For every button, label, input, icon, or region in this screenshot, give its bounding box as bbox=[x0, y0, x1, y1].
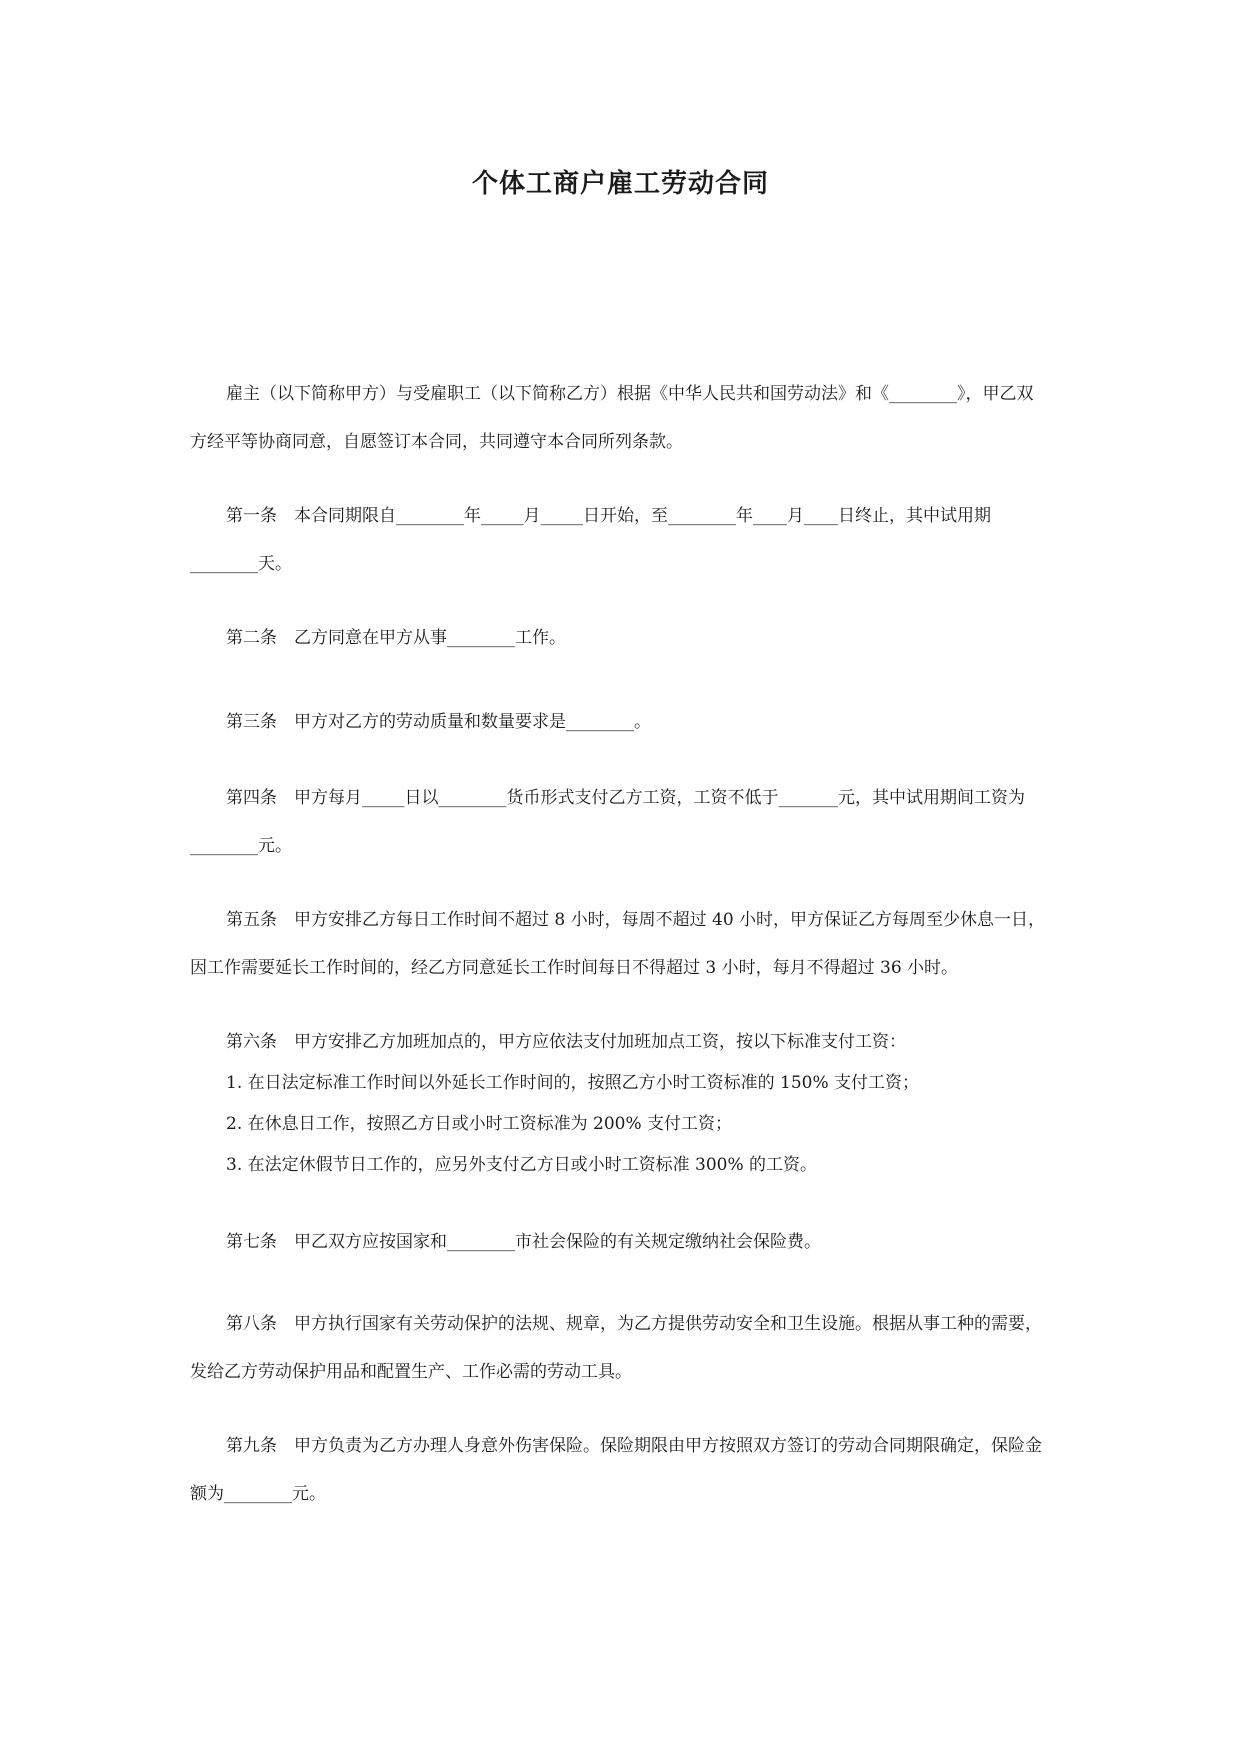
article-5-paragraph: 第五条 甲方安排乙方每日工作时间不超过 8 小时，每周不超过 40 小时，甲方保证乙方每周至少休息一日，因工作需要延长工作时间的，经乙方同意延长工作时间每日不得超过 3 小时，每月不得超过 36 小时。 bbox=[190, 910, 1046, 978]
article-3-paragraph: 第三条 甲方对乙方的劳动质量和数量要求是________。 bbox=[226, 712, 651, 732]
article-6-paragraph: 第六条 甲方安排乙方加班加点的，甲方应依法支付加班加点工资，按以下标准支付工资： bbox=[226, 1032, 906, 1052]
article-6-item-2: 2. 在休息日工作，按照乙方日或小时工资标准为 200% 支付工资； bbox=[226, 1114, 733, 1134]
article-2-paragraph: 第二条 乙方同意在甲方从事________工作。 bbox=[226, 628, 566, 648]
article-8-paragraph: 第八条 甲方执行国家有关劳动保护的法规、规章，为乙方提供劳动安全和卫生设施。根据从事工种的需要，发给乙方劳动保护用品和配置生产、工作必需的劳动工具。 bbox=[190, 1314, 1042, 1382]
article-4-paragraph: 第四条 甲方每月_____日以________货币形式支付乙方工资，工资不低于_______元，其中试用期间工资为________元。 bbox=[190, 788, 1025, 856]
article-6-item-3: 3. 在法定休假节日工作的，应另外支付乙方日或小时工资标准 300% 的工资。 bbox=[226, 1155, 818, 1175]
article-6-item-1: 1. 在日法定标准工作时间以外延长工作时间的，按照乙方小时工资标准的 150% 支付工资； bbox=[226, 1073, 920, 1093]
page-title: 个体工商户雇工劳动合同 bbox=[471, 169, 769, 199]
article-1-paragraph: 第一条 本合同期限自________年_____月_____日开始，至________年____月____日终止，其中试用期________天。 bbox=[190, 506, 991, 574]
article-7-paragraph: 第七条 甲乙双方应按国家和________市社会保险的有关规定缴纳社会保险费。 bbox=[226, 1232, 821, 1252]
preamble-paragraph: 雇主（以下简称甲方）与受雇职工（以下简称乙方）根据《中华人民共和国劳动法》和《________》，甲乙双方经平等协商同意，自愿签订本合同，共同遵守本合同所列条款。 bbox=[190, 384, 1034, 452]
article-9-paragraph: 第九条 甲方负责为乙方办理人身意外伤害保险。保险期限由甲方按照双方签订的劳动合同期限确定，保险金额为________元。 bbox=[190, 1436, 1042, 1504]
